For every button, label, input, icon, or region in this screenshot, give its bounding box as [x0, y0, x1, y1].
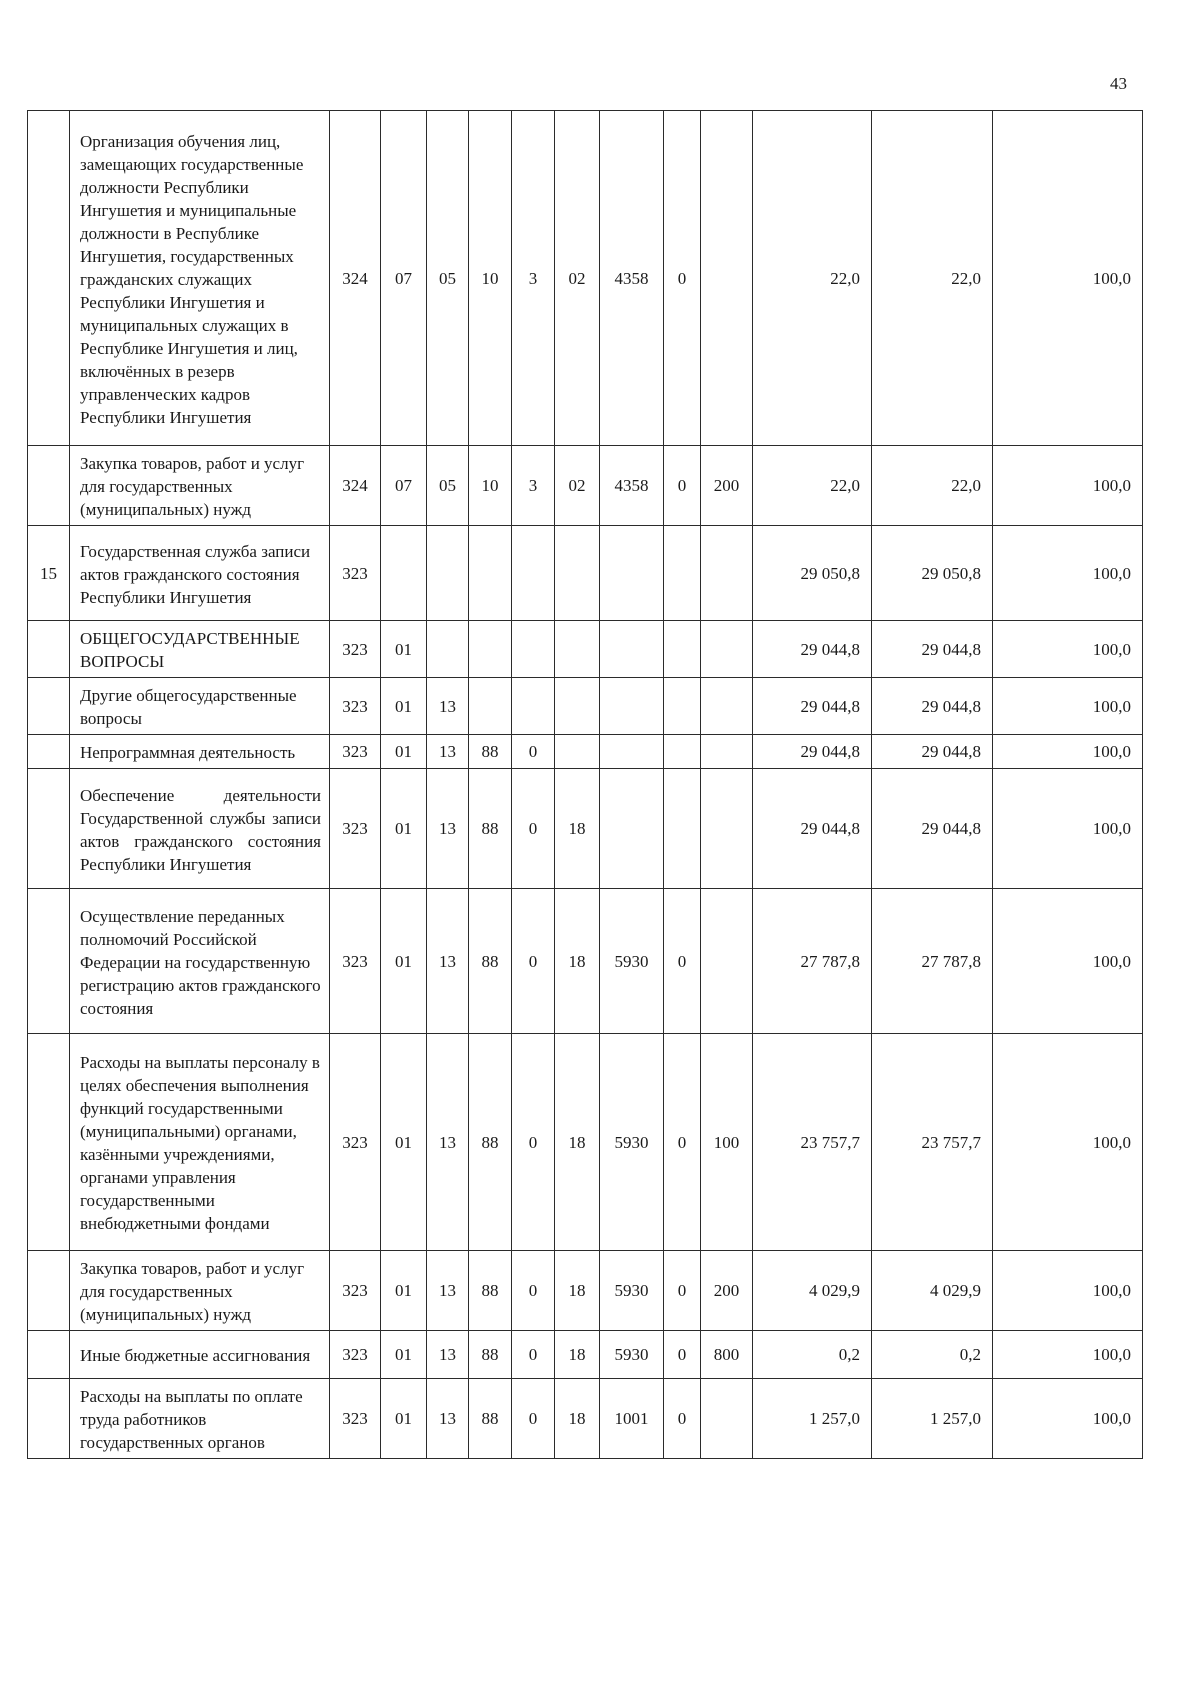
code-cell-c4: 88 — [469, 1034, 512, 1251]
code-cell-c8 — [664, 678, 701, 735]
code-cell-c5: 0 — [512, 735, 555, 769]
table-row — [28, 446, 1143, 526]
code-cell-c1: 324 — [330, 446, 381, 526]
code-cell-c5: 0 — [512, 1034, 555, 1251]
percent-cell: 100,0 — [993, 1379, 1143, 1459]
item-name-cell: Расходы на выплаты по оплате труда работников государственных органов — [70, 1379, 330, 1459]
code-cell-c4: 88 — [469, 735, 512, 769]
row-number-cell — [28, 1034, 70, 1251]
code-cell-c2: 01 — [381, 1034, 427, 1251]
code-cell-c2: 01 — [381, 621, 427, 678]
code-cell-c3: 05 — [427, 446, 469, 526]
code-cell-c5: 0 — [512, 1251, 555, 1331]
code-cell-c7 — [600, 621, 664, 678]
item-name-cell: Другие общегосударственные вопросы — [70, 678, 330, 735]
plan-amount-cell: 29 044,8 — [753, 678, 872, 735]
code-cell-c7: 5930 — [600, 889, 664, 1034]
code-cell-c2: 01 — [381, 678, 427, 735]
percent-cell: 100,0 — [993, 621, 1143, 678]
table-row — [28, 1251, 1143, 1331]
actual-amount-cell: 29 044,8 — [872, 769, 993, 889]
item-name-cell: Организация обучения лиц, замещающих государственные должности Республики Ингушетия и муниципальные должности в Республике Ингушетия, государственных гражданских служащих Республики Ингушетия и муниципальных служащих в Республике Ингушетия и лиц, включённых в резерв управленческих кадров Республики Ингушетия — [70, 111, 330, 446]
table-row — [28, 735, 1143, 769]
code-cell-c6: 02 — [555, 111, 600, 446]
code-cell-c9 — [701, 889, 753, 1034]
table-row — [28, 1034, 1143, 1251]
code-cell-c4: 88 — [469, 769, 512, 889]
code-cell-c4: 10 — [469, 446, 512, 526]
code-cell-c1: 323 — [330, 1379, 381, 1459]
item-name-cell: Иные бюджетные ассигнования — [70, 1331, 330, 1379]
plan-amount-cell: 22,0 — [753, 111, 872, 446]
code-cell-c9: 100 — [701, 1034, 753, 1251]
code-cell-c1: 323 — [330, 526, 381, 621]
code-cell-c5: 0 — [512, 1331, 555, 1379]
code-cell-c5 — [512, 678, 555, 735]
code-cell-c1: 323 — [330, 678, 381, 735]
code-cell-c3 — [427, 526, 469, 621]
code-cell-c2: 01 — [381, 1251, 427, 1331]
code-cell-c6 — [555, 526, 600, 621]
actual-amount-cell: 0,2 — [872, 1331, 993, 1379]
item-name-cell: Расходы на выплаты персоналу в целях обеспечения выполнения функций государственными (муниципальными) органами, казёнными учреждениями, органами управления государственными внебюджетными фондами — [70, 1034, 330, 1251]
code-cell-c2: 07 — [381, 446, 427, 526]
code-cell-c5: 0 — [512, 1379, 555, 1459]
code-cell-c2: 01 — [381, 1379, 427, 1459]
code-cell-c7: 5930 — [600, 1251, 664, 1331]
code-cell-c5: 0 — [512, 769, 555, 889]
table-row — [28, 889, 1143, 1034]
percent-cell: 100,0 — [993, 111, 1143, 446]
code-cell-c8: 0 — [664, 889, 701, 1034]
row-number-cell — [28, 446, 70, 526]
row-number-cell — [28, 1331, 70, 1379]
code-cell-c3: 05 — [427, 111, 469, 446]
plan-amount-cell: 22,0 — [753, 446, 872, 526]
code-cell-c6 — [555, 621, 600, 678]
code-cell-c2: 01 — [381, 1331, 427, 1379]
code-cell-c3: 13 — [427, 1331, 469, 1379]
code-cell-c3: 13 — [427, 735, 469, 769]
code-cell-c6: 18 — [555, 889, 600, 1034]
code-cell-c7: 5930 — [600, 1331, 664, 1379]
code-cell-c2: 01 — [381, 889, 427, 1034]
code-cell-c1: 323 — [330, 735, 381, 769]
percent-cell: 100,0 — [993, 1034, 1143, 1251]
table-row — [28, 526, 1143, 621]
percent-cell: 100,0 — [993, 678, 1143, 735]
row-number-cell — [28, 111, 70, 446]
code-cell-c2: 01 — [381, 735, 427, 769]
code-cell-c9 — [701, 621, 753, 678]
percent-cell: 100,0 — [993, 1331, 1143, 1379]
item-name-cell: Государственная служба записи актов гражданского состояния Республики Ингушетия — [70, 526, 330, 621]
percent-cell: 100,0 — [993, 526, 1143, 621]
row-number-cell: 15 — [28, 526, 70, 621]
plan-amount-cell: 29 044,8 — [753, 735, 872, 769]
actual-amount-cell: 29 050,8 — [872, 526, 993, 621]
plan-amount-cell: 4 029,9 — [753, 1251, 872, 1331]
actual-amount-cell: 27 787,8 — [872, 889, 993, 1034]
code-cell-c1: 323 — [330, 1251, 381, 1331]
code-cell-c7 — [600, 678, 664, 735]
table-row — [28, 678, 1143, 735]
code-cell-c8: 0 — [664, 1034, 701, 1251]
code-cell-c1: 324 — [330, 111, 381, 446]
plan-amount-cell: 29 044,8 — [753, 621, 872, 678]
code-cell-c9 — [701, 678, 753, 735]
code-cell-c6: 18 — [555, 1034, 600, 1251]
table-row — [28, 1331, 1143, 1379]
code-cell-c3: 13 — [427, 769, 469, 889]
code-cell-c5: 3 — [512, 111, 555, 446]
code-cell-c9 — [701, 111, 753, 446]
code-cell-c1: 323 — [330, 621, 381, 678]
item-name-cell: ОБЩЕГОСУДАРСТВЕННЫЕ ВОПРОСЫ — [70, 621, 330, 678]
code-cell-c3: 13 — [427, 1379, 469, 1459]
code-cell-c6: 18 — [555, 1379, 600, 1459]
code-cell-c8: 0 — [664, 1331, 701, 1379]
code-cell-c3: 13 — [427, 678, 469, 735]
code-cell-c4: 88 — [469, 1379, 512, 1459]
code-cell-c4: 88 — [469, 1331, 512, 1379]
row-number-cell — [28, 1379, 70, 1459]
code-cell-c2: 01 — [381, 769, 427, 889]
code-cell-c8: 0 — [664, 1379, 701, 1459]
code-cell-c8 — [664, 769, 701, 889]
item-name-cell: Закупка товаров, работ и услуг для государственных (муниципальных) нужд — [70, 1251, 330, 1331]
actual-amount-cell: 4 029,9 — [872, 1251, 993, 1331]
code-cell-c6: 02 — [555, 446, 600, 526]
percent-cell: 100,0 — [993, 446, 1143, 526]
plan-amount-cell: 23 757,7 — [753, 1034, 872, 1251]
code-cell-c7 — [600, 735, 664, 769]
row-number-cell — [28, 678, 70, 735]
code-cell-c9 — [701, 735, 753, 769]
code-cell-c1: 323 — [330, 1331, 381, 1379]
code-cell-c6 — [555, 678, 600, 735]
actual-amount-cell: 22,0 — [872, 446, 993, 526]
percent-cell: 100,0 — [993, 1251, 1143, 1331]
plan-amount-cell: 1 257,0 — [753, 1379, 872, 1459]
code-cell-c5: 0 — [512, 889, 555, 1034]
row-number-cell — [28, 769, 70, 889]
code-cell-c5 — [512, 526, 555, 621]
actual-amount-cell: 1 257,0 — [872, 1379, 993, 1459]
code-cell-c4 — [469, 678, 512, 735]
actual-amount-cell: 29 044,8 — [872, 735, 993, 769]
code-cell-c9: 200 — [701, 1251, 753, 1331]
code-cell-c4: 88 — [469, 1251, 512, 1331]
code-cell-c2: 07 — [381, 111, 427, 446]
percent-cell: 100,0 — [993, 769, 1143, 889]
code-cell-c3: 13 — [427, 889, 469, 1034]
plan-amount-cell: 27 787,8 — [753, 889, 872, 1034]
actual-amount-cell: 23 757,7 — [872, 1034, 993, 1251]
code-cell-c7: 4358 — [600, 446, 664, 526]
code-cell-c6: 18 — [555, 1331, 600, 1379]
item-name-cell: Обеспечение деятельности Государственной службы записи актов гражданского состояния Республики Ингушетия — [70, 769, 330, 889]
item-name-cell: Непрограммная деятельность — [70, 735, 330, 769]
code-cell-c8: 0 — [664, 111, 701, 446]
code-cell-c8: 0 — [664, 446, 701, 526]
page-number: 43 — [1110, 74, 1127, 93]
code-cell-c9 — [701, 1379, 753, 1459]
actual-amount-cell: 29 044,8 — [872, 621, 993, 678]
code-cell-c3 — [427, 621, 469, 678]
code-cell-c8 — [664, 526, 701, 621]
code-cell-c8 — [664, 621, 701, 678]
table-row — [28, 111, 1143, 446]
table-row — [28, 1379, 1143, 1459]
code-cell-c6: 18 — [555, 769, 600, 889]
code-cell-c4 — [469, 526, 512, 621]
percent-cell: 100,0 — [993, 889, 1143, 1034]
code-cell-c9: 800 — [701, 1331, 753, 1379]
code-cell-c5: 3 — [512, 446, 555, 526]
code-cell-c6 — [555, 735, 600, 769]
actual-amount-cell: 22,0 — [872, 111, 993, 446]
row-number-cell — [28, 1251, 70, 1331]
plan-amount-cell: 29 044,8 — [753, 769, 872, 889]
code-cell-c8 — [664, 735, 701, 769]
code-cell-c4: 10 — [469, 111, 512, 446]
code-cell-c9: 200 — [701, 446, 753, 526]
code-cell-c3: 13 — [427, 1034, 469, 1251]
row-number-cell — [28, 621, 70, 678]
actual-amount-cell: 29 044,8 — [872, 678, 993, 735]
code-cell-c7: 4358 — [600, 111, 664, 446]
code-cell-c3: 13 — [427, 1251, 469, 1331]
row-number-cell — [28, 735, 70, 769]
code-cell-c5 — [512, 621, 555, 678]
row-number-cell — [28, 889, 70, 1034]
code-cell-c4: 88 — [469, 889, 512, 1034]
code-cell-c7 — [600, 769, 664, 889]
plan-amount-cell: 29 050,8 — [753, 526, 872, 621]
code-cell-c1: 323 — [330, 1034, 381, 1251]
table-body — [28, 111, 1143, 1459]
percent-cell: 100,0 — [993, 735, 1143, 769]
budget-table — [27, 110, 1143, 1459]
table-row — [28, 621, 1143, 678]
code-cell-c6: 18 — [555, 1251, 600, 1331]
code-cell-c2 — [381, 526, 427, 621]
plan-amount-cell: 0,2 — [753, 1331, 872, 1379]
item-name-cell: Осуществление переданных полномочий Российской Федерации на государственную регистрацию актов гражданского состояния — [70, 889, 330, 1034]
code-cell-c7 — [600, 526, 664, 621]
code-cell-c4 — [469, 621, 512, 678]
code-cell-c7: 1001 — [600, 1379, 664, 1459]
table-row — [28, 769, 1143, 889]
code-cell-c8: 0 — [664, 1251, 701, 1331]
code-cell-c1: 323 — [330, 889, 381, 1034]
code-cell-c9 — [701, 526, 753, 621]
code-cell-c1: 323 — [330, 769, 381, 889]
code-cell-c9 — [701, 769, 753, 889]
item-name-cell: Закупка товаров, работ и услуг для государственных (муниципальных) нужд — [70, 446, 330, 526]
code-cell-c7: 5930 — [600, 1034, 664, 1251]
